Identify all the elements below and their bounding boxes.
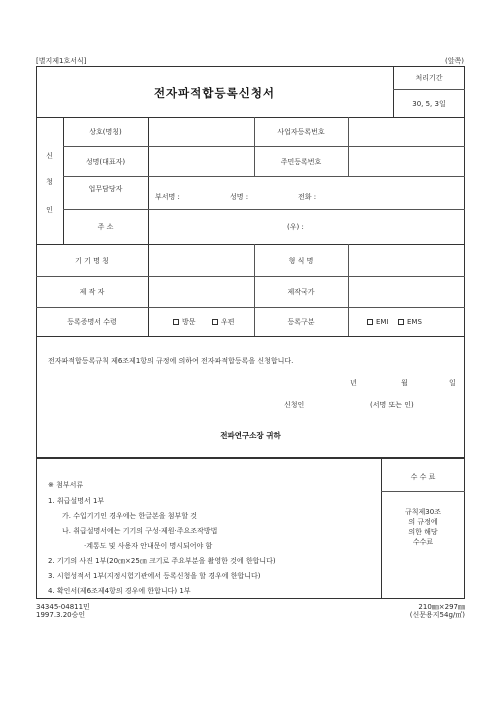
emi-label: EMI	[376, 318, 389, 326]
statement-body: 전자파적합등록규칙 제6조제1항의 규정에 의하여 전자파적합등록을 신청합니다.	[48, 357, 294, 365]
form-title: 전자파적합등록신청서	[153, 86, 276, 100]
divider	[36, 336, 465, 337]
phone-label: 전화 :	[298, 193, 317, 201]
paper-type: (신문용지54g/㎡)	[409, 611, 465, 619]
visit-option[interactable]	[173, 318, 196, 326]
applicant-sign-label: 신청인	[284, 401, 305, 409]
fee-line-4: 수수료	[412, 538, 434, 546]
bizno-label: 사업자등록번호	[277, 128, 325, 136]
divider	[348, 117, 349, 176]
country-label: 제작국가	[287, 288, 315, 296]
divider	[63, 146, 465, 147]
address-label: 주 소	[97, 223, 114, 231]
device-name-label: 기 기 명 칭	[75, 257, 109, 265]
zip-label: (우) :	[287, 223, 304, 231]
ems-checkbox[interactable]	[398, 319, 404, 325]
attachment-line: 2. 기기의 사진 1부(20㎝×25㎝ 크기로 주요부분을 촬영한 것에 한합니다)	[48, 557, 276, 565]
staff-name-label: 성명 :	[230, 193, 249, 201]
divider	[381, 491, 465, 492]
resident-no-label: 주민등록번호	[280, 158, 322, 166]
attachment-line: 가. 수입기기인 경우에는 한글본을 첨부할 것	[62, 512, 198, 520]
paper-size: 210㎜×297㎜	[418, 603, 465, 611]
divider	[36, 307, 465, 308]
attachment-line: ·계통도 및 사용자 안내문이 명시되어야 함	[84, 542, 213, 550]
divider	[36, 117, 465, 118]
emi-option[interactable]	[367, 318, 389, 326]
attachments-heading: ※ 첨부서류	[48, 481, 84, 489]
mail-checkbox[interactable]	[212, 319, 218, 325]
emi-checkbox[interactable]	[367, 319, 373, 325]
divider	[36, 276, 465, 277]
staff-label: 업무담당자	[88, 185, 123, 193]
attachment-line: 나. 취급설명서에는 기기의 구성·제원·주요조작방법	[62, 527, 218, 535]
month-label: 월	[401, 379, 408, 387]
fee-line-3: 의한 해당	[408, 528, 438, 536]
page-side: (앞쪽)	[445, 57, 464, 65]
visit-checkbox[interactable]	[173, 319, 179, 325]
ems-option[interactable]	[398, 318, 422, 326]
divider	[254, 117, 255, 176]
cert-receipt-label: 등록증명서 수령	[67, 318, 117, 326]
ems-label: EMS	[407, 318, 422, 326]
approval-date: 1997.3.20승인	[36, 611, 86, 619]
processing-label: 처리기간	[415, 74, 443, 82]
fee-line-2: 의 규정에	[408, 518, 438, 526]
divider	[348, 244, 349, 336]
attachment-line: 1. 취급설명서 1부	[48, 497, 105, 505]
divider	[148, 117, 149, 244]
applicant-side-label-1: 신	[46, 152, 53, 160]
fee-label: 수 수 료	[410, 473, 436, 481]
applicant-side-label-3: 인	[46, 206, 53, 214]
mail-label: 우편	[221, 318, 235, 326]
addressee: 전파연구소장 귀하	[220, 431, 281, 440]
fee-line-1: 규칙제30조	[405, 508, 441, 516]
reg-type-label: 등록구분	[287, 318, 315, 326]
day-label: 일	[449, 379, 456, 387]
form-number: [별지제1호서식]	[36, 57, 87, 65]
form-code: 34345-04811민	[36, 603, 90, 611]
model-label: 형 식 명	[288, 257, 314, 265]
attachment-line: 3. 시험성적서 1부(지정시험기관에서 등록신청을 할 경우에 한합니다)	[48, 572, 261, 580]
divider	[393, 89, 465, 90]
applicant-side-label-2: 청	[46, 178, 53, 186]
divider	[63, 209, 465, 210]
processing-value: 30, 5, 3일	[412, 100, 446, 108]
representative-label: 성명(대표자)	[85, 158, 126, 166]
visit-label: 방문	[182, 318, 196, 326]
dept-label: 부서명 :	[155, 193, 180, 201]
year-label: 년	[350, 379, 357, 387]
signature-placeholder: (서명 또는 인)	[370, 401, 414, 409]
divider	[36, 244, 465, 245]
attachment-line: 4. 확인서(제6조제4항의 경우에 한합니다) 1부	[48, 587, 191, 595]
divider	[63, 176, 465, 177]
divider	[148, 244, 149, 336]
mail-option[interactable]	[212, 318, 235, 326]
company-label: 상호(명칭)	[89, 128, 122, 136]
maker-label: 제 작 자	[79, 288, 105, 296]
